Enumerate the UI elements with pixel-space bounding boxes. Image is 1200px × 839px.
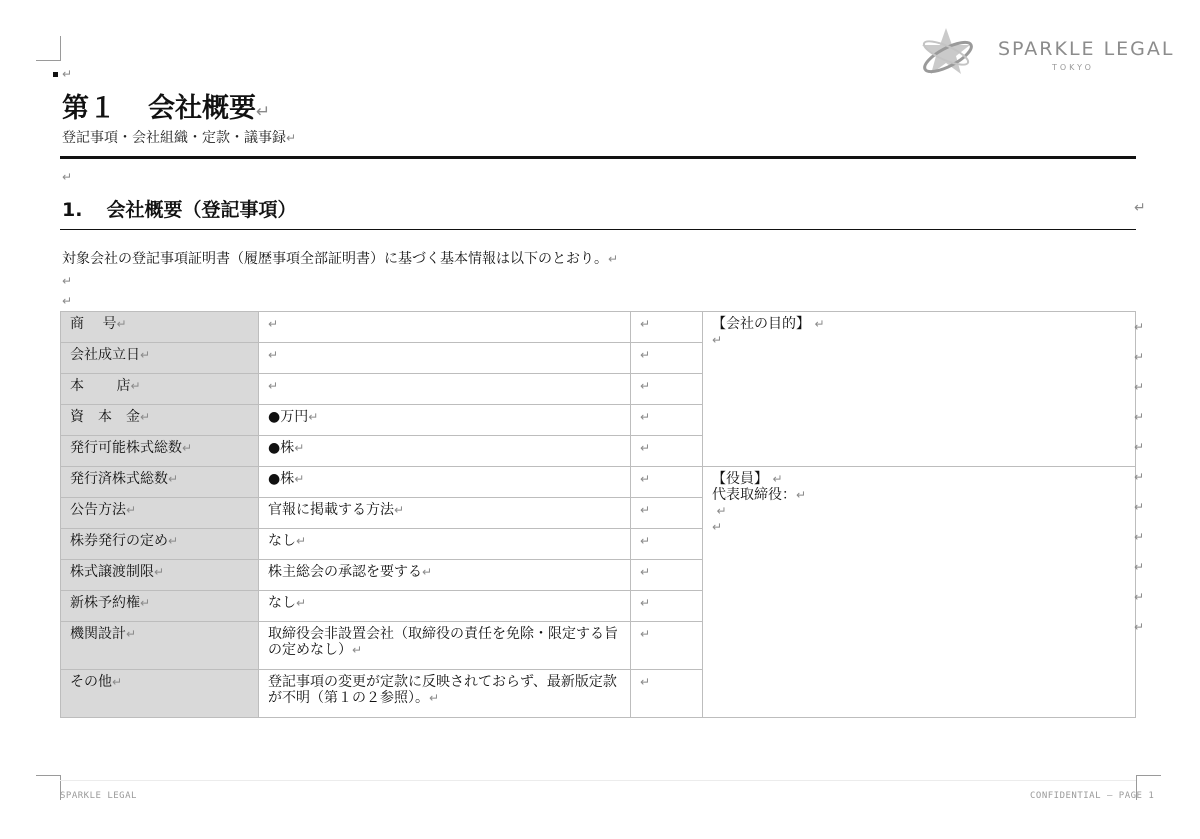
row-label: 株式譲渡制限: [70, 564, 154, 580]
row-value-cell: [259, 374, 631, 405]
return-mark: ↵: [286, 131, 297, 145]
row-label-cell: [61, 529, 259, 560]
chapter-title: 会社概要: [148, 93, 256, 124]
return-mark: ↵: [640, 472, 651, 486]
row-value-cell: [259, 405, 631, 436]
row-note-cell: [631, 591, 703, 622]
row-label-cell: [61, 670, 259, 718]
return-mark: ↵: [640, 410, 651, 424]
return-mark: ↵: [168, 472, 179, 486]
row-note-cell: [631, 374, 703, 405]
row-note-cell: [631, 343, 703, 374]
row-label-cell: [61, 560, 259, 591]
row-note-cell: [631, 529, 703, 560]
chapter-subtitle-text: 登記事項・会社組織・定款・議事録: [62, 130, 286, 146]
return-mark: ↵: [256, 102, 271, 122]
return-mark: ↵: [712, 333, 723, 347]
row-note-cell: [631, 312, 703, 343]
table-row: [61, 467, 1136, 498]
return-mark: ↵: [140, 596, 151, 610]
row-value-cell: [259, 560, 631, 591]
return-mark: ↵: [116, 317, 127, 331]
return-mark: ↵: [429, 691, 440, 705]
row-label-cell: [61, 374, 259, 405]
return-mark: ↵: [716, 504, 727, 518]
row-value: ●株: [268, 471, 295, 487]
row-value: 取締役会非設置会社（取締役の責任を免除・限定する旨の定めなし）: [268, 626, 618, 658]
section-title: 会社概要（登記事項）: [106, 199, 297, 221]
row-value: なし: [268, 595, 296, 611]
return-mark: ↵: [182, 441, 193, 455]
return-mark: ↵: [62, 67, 73, 81]
return-mark: ↵: [422, 565, 433, 579]
return-mark: ↵: [168, 534, 179, 548]
row-label: その他: [70, 674, 112, 690]
row-label: 発行済株式総数: [70, 471, 168, 487]
return-mark: ↵: [640, 348, 651, 362]
return-mark: ↵: [640, 379, 651, 393]
return-mark: ↵: [296, 534, 307, 548]
row-label: 本 店: [70, 378, 131, 394]
return-mark: ↵: [640, 627, 651, 641]
row-label-cell: [61, 591, 259, 622]
company-info-table: [60, 311, 1136, 718]
row-label-cell: [61, 312, 259, 343]
return-mark: ↵: [1134, 620, 1145, 634]
row-value-cell: [259, 436, 631, 467]
return-mark: ↵: [1134, 500, 1145, 514]
crop-mark-bottom-left: [36, 775, 61, 800]
return-mark: ↵: [796, 488, 807, 502]
row-label: 株券発行の定め: [70, 533, 168, 549]
row-value-cell: [259, 312, 631, 343]
row-value-cell: [259, 622, 631, 670]
return-mark: ↵: [772, 472, 783, 486]
row-label: 商 号: [70, 316, 117, 332]
crop-mark-top-left: [36, 36, 61, 61]
return-mark: ↵: [268, 348, 279, 362]
return-mark: ↵: [1134, 350, 1145, 364]
return-mark: ↵: [1134, 320, 1145, 334]
return-mark: ↵: [352, 643, 363, 657]
return-mark: ↵: [1134, 380, 1145, 394]
row-note-cell: [631, 467, 703, 498]
officers-cell: [703, 467, 1136, 718]
row-note-cell: [631, 498, 703, 529]
row-value-cell: [259, 343, 631, 374]
return-mark: ↵: [294, 472, 305, 486]
return-mark: ↵: [126, 503, 137, 517]
star-logo-icon: [918, 24, 978, 82]
officers-representative: 代表取締役：: [712, 487, 796, 503]
return-mark: ↵: [394, 503, 405, 517]
row-label-cell: [61, 467, 259, 498]
intro-paragraph: [62, 248, 618, 268]
return-mark: ↵: [640, 534, 651, 548]
row-value-cell: [259, 467, 631, 498]
section-divider: [60, 229, 1136, 230]
return-mark: ↵: [126, 627, 137, 641]
row-label-cell: [61, 436, 259, 467]
row-note-cell: [631, 622, 703, 670]
company-purpose-cell: [703, 312, 1136, 467]
section-heading: [62, 195, 296, 222]
return-mark: ↵: [1134, 410, 1145, 424]
officers-title: 【役員】: [712, 471, 768, 487]
return-mark: ↵: [112, 675, 123, 689]
row-value: 登記事項の変更が定款に反映されておらず、最新版定款が不明（第１の２参照）。: [268, 674, 617, 706]
row-value: 株主総会の承認を要する: [268, 564, 422, 580]
return-mark: ↵: [1134, 590, 1145, 604]
sparkle-legal-logo: [918, 24, 1175, 84]
return-mark: ↵: [62, 274, 73, 288]
return-mark: ↵: [62, 170, 73, 184]
return-mark: ↵: [268, 317, 279, 331]
return-mark: ↵: [294, 441, 305, 455]
row-note-cell: [631, 405, 703, 436]
return-mark: ↵: [154, 565, 165, 579]
row-label-cell: [61, 498, 259, 529]
row-label: 資 本 金: [70, 409, 140, 425]
row-value-cell: [259, 529, 631, 560]
return-mark: ↵: [1134, 470, 1145, 484]
return-mark: ↵: [712, 520, 723, 534]
table-row: [61, 312, 1136, 343]
section-number: 1.: [62, 199, 83, 221]
row-label-cell: [61, 343, 259, 374]
logo-brand-text: SPARKLE LEGAL: [998, 38, 1175, 60]
paragraph-bullet: [53, 72, 58, 77]
row-value-cell: [259, 591, 631, 622]
return-mark: ↵: [640, 565, 651, 579]
row-value: ●株: [268, 440, 295, 456]
row-note-cell: [631, 670, 703, 718]
return-mark: ↵: [640, 317, 651, 331]
row-label: 会社成立日: [70, 347, 140, 363]
return-mark: ↵: [1134, 200, 1146, 216]
chapter-divider: [60, 156, 1136, 159]
row-label-cell: [61, 405, 259, 436]
footer-divider: [60, 780, 1136, 781]
return-mark: ↵: [1134, 560, 1145, 574]
return-mark: ↵: [140, 410, 151, 424]
purpose-title: 【会社の目的】: [712, 316, 810, 332]
row-label: 機関設計: [70, 626, 126, 642]
row-value: なし: [268, 533, 296, 549]
return-mark: ↵: [640, 675, 651, 689]
row-note-cell: [631, 560, 703, 591]
footer-left-text: SPARKLE LEGAL: [60, 791, 137, 801]
return-mark: ↵: [1134, 440, 1145, 454]
return-mark: ↵: [640, 441, 651, 455]
chapter-number: 第１: [62, 93, 116, 124]
return-mark: ↵: [1134, 530, 1145, 544]
footer-page-text: CONFIDENTIAL — PAGE 1: [1030, 791, 1155, 801]
row-value-cell: [259, 498, 631, 529]
intro-text: 対象会社の登記事項証明書（履歴事項全部証明書）に基づく基本情報は以下のとおり。: [62, 251, 608, 267]
row-value: ●万円: [268, 409, 309, 425]
row-label-cell: [61, 622, 259, 670]
return-mark: ↵: [130, 379, 141, 393]
return-mark: ↵: [296, 596, 307, 610]
chapter-heading: [62, 86, 270, 125]
row-value: 官報に掲載する方法: [268, 502, 394, 518]
return-mark: ↵: [62, 294, 73, 308]
return-mark: ↵: [308, 410, 319, 424]
row-value-cell: [259, 670, 631, 718]
chapter-subtitle: [62, 127, 296, 147]
logo-city-text: TOKYO: [1052, 63, 1094, 72]
row-label: 発行可能株式総数: [70, 440, 182, 456]
return-mark: ↵: [608, 252, 619, 266]
return-mark: ↵: [140, 348, 151, 362]
row-label: 公告方法: [70, 502, 126, 518]
return-mark: ↵: [640, 596, 651, 610]
row-label: 新株予約権: [70, 595, 140, 611]
return-mark: ↵: [640, 503, 651, 517]
return-mark: ↵: [814, 317, 825, 331]
row-note-cell: [631, 436, 703, 467]
return-mark: ↵: [268, 379, 279, 393]
